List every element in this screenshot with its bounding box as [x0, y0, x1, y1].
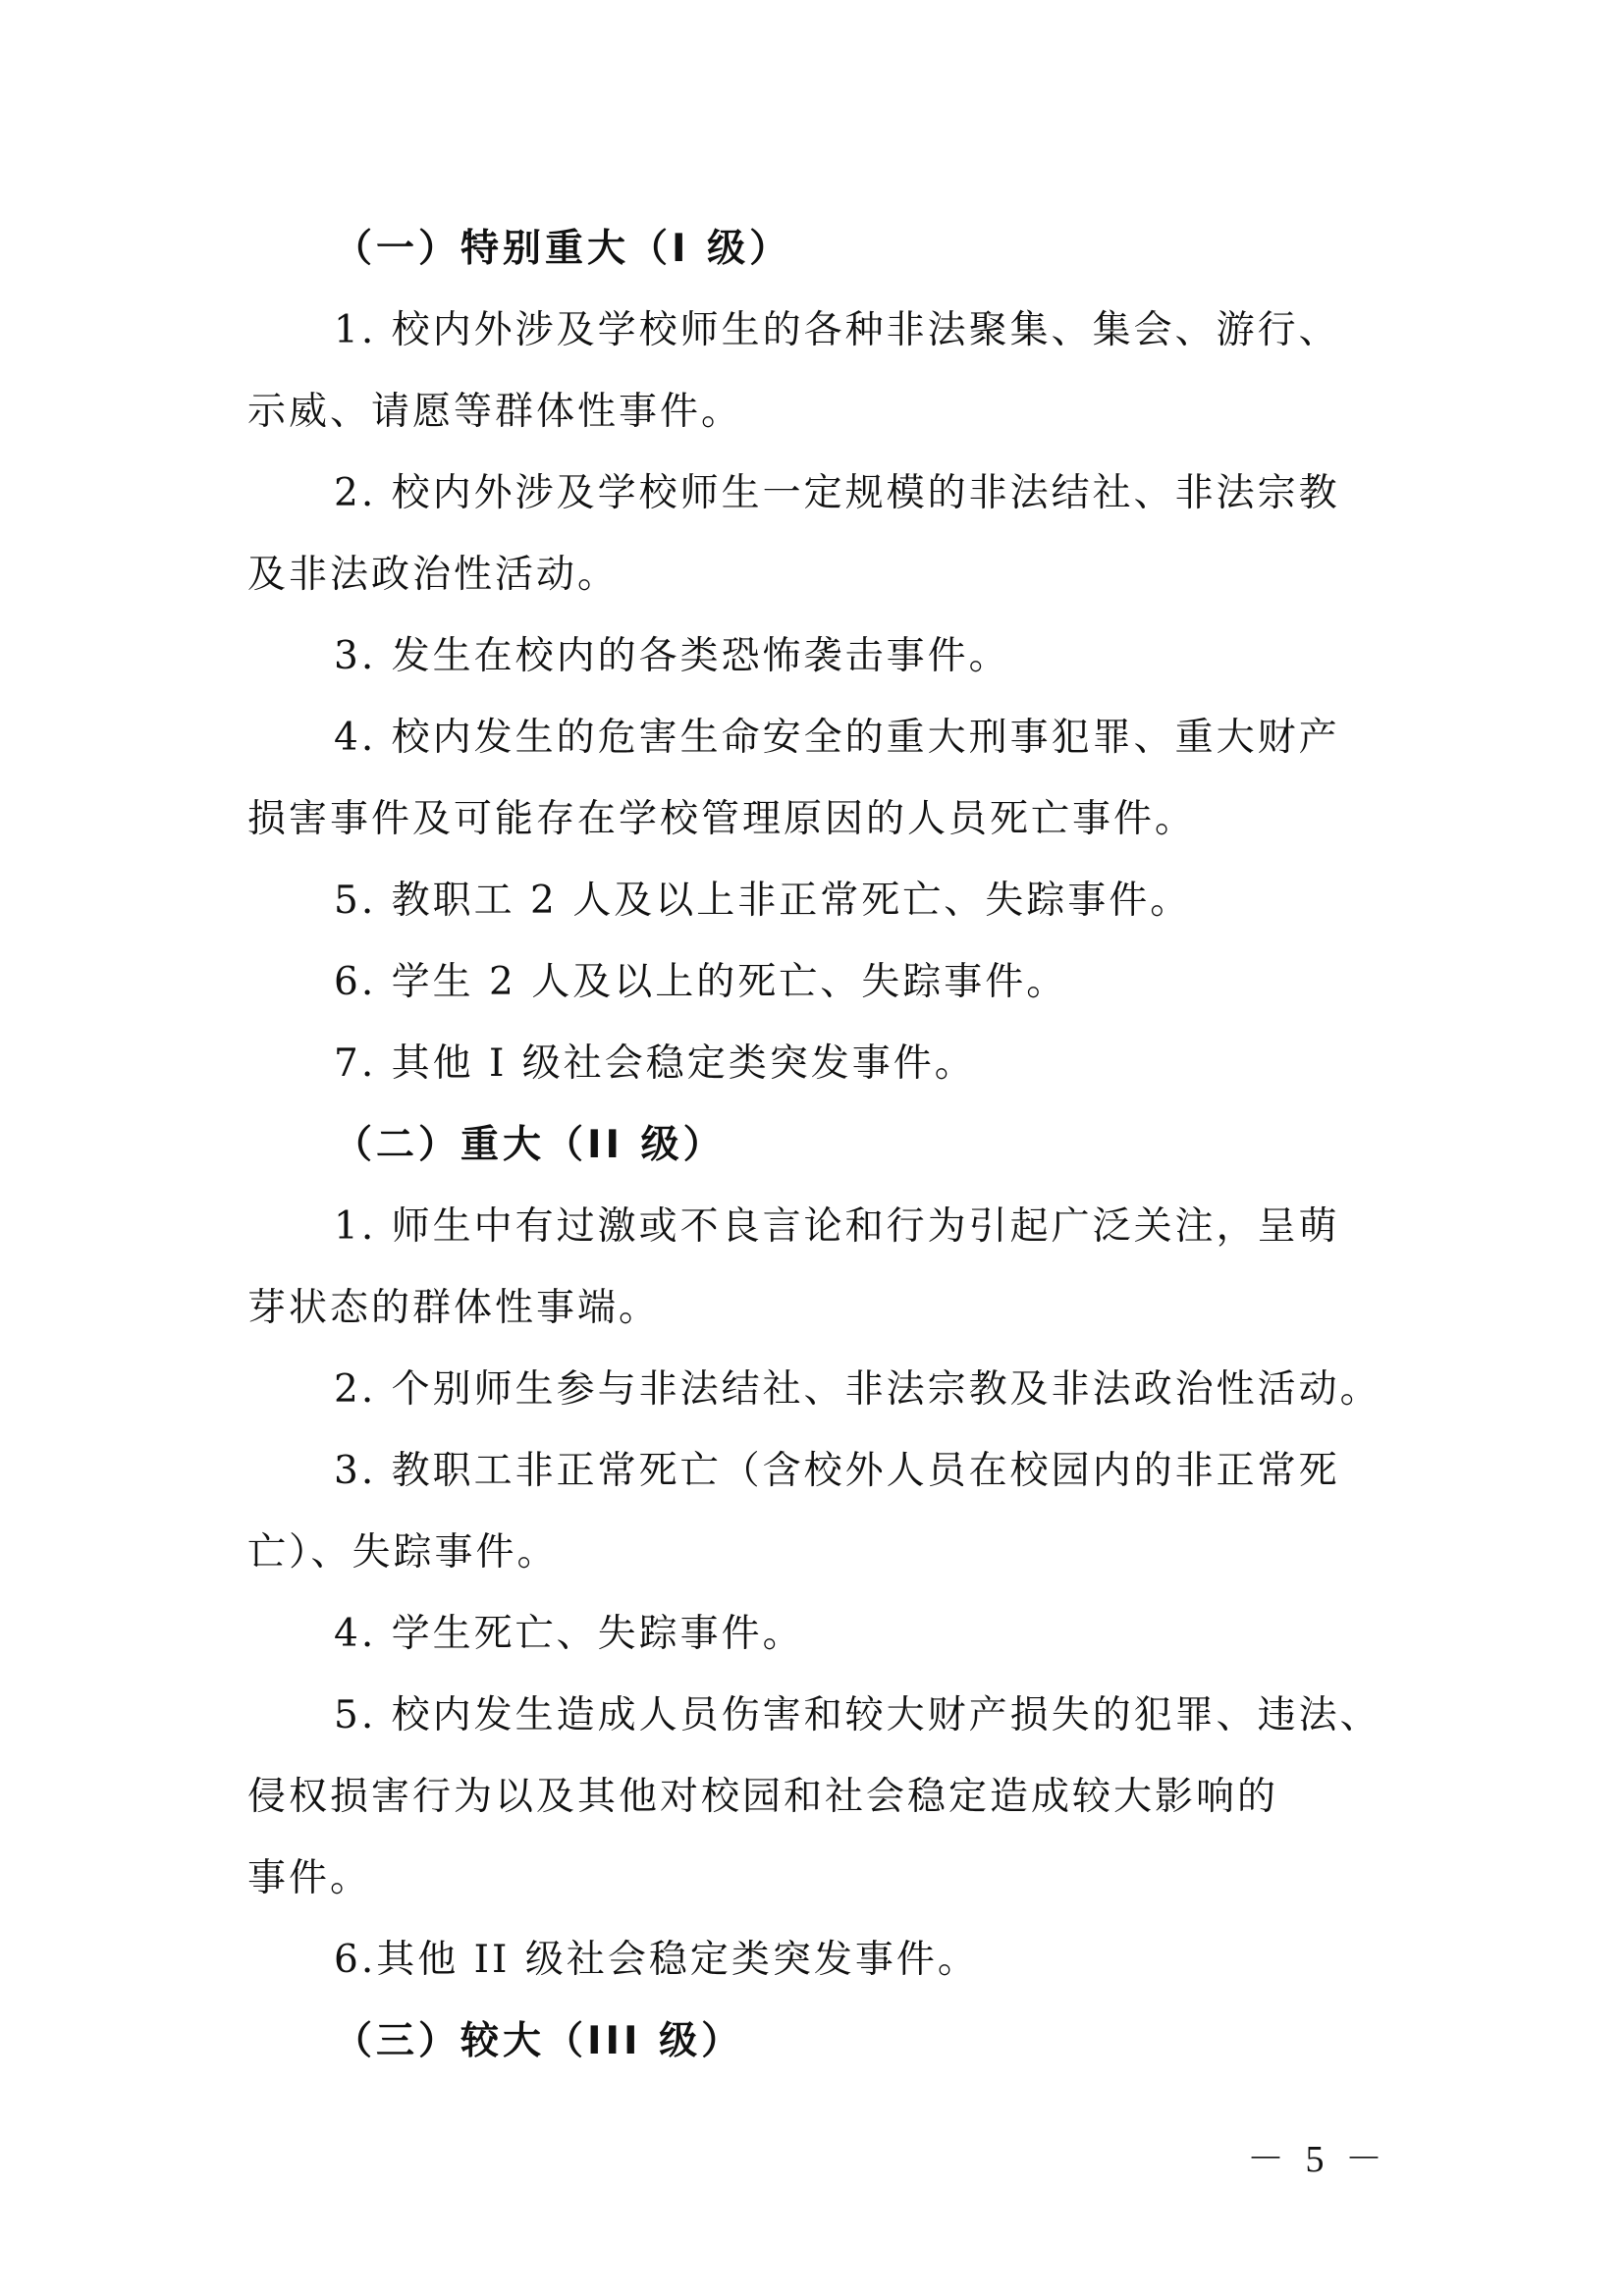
item-text-line: 3. 教职工非正常死亡（含校外人员在校园内的非正常死 — [334, 1449, 1340, 1493]
item-text-line: 3. 发生在校内的各类恐怖袭击事件。 — [334, 634, 1010, 678]
list-item — [247, 697, 1386, 860]
list-item — [247, 1675, 1386, 1919]
item-text-line: 示威、请愿等群体性事件。 — [247, 390, 743, 434]
list-item — [247, 615, 1386, 697]
list-item — [247, 1919, 1386, 2001]
item-text-line: 5. 教职工 2 人及以上非正常死亡、失踪事件。 — [334, 879, 1192, 923]
list-item — [247, 453, 1386, 615]
item-text-line: 及非法政治性活动。 — [247, 553, 620, 597]
item-text-line: 2. 校内外涉及学校师生一定规模的非法结社、非法宗教 — [334, 471, 1340, 515]
item-text-line: 7. 其他 I 级社会稳定类突发事件。 — [334, 1041, 976, 1086]
list-item — [247, 860, 1386, 941]
document-body — [247, 208, 1386, 2082]
list-item — [247, 1593, 1386, 1675]
list-item — [247, 1186, 1386, 1349]
item-text-line: 2. 个别师生参与非法结社、非法宗教及非法政治性活动。 — [334, 1367, 1381, 1412]
item-text-line: 侵权损害行为以及其他对校园和社会稳定造成较大影响的 — [247, 1775, 1279, 1819]
item-text-line: 4. 校内发生的危害生命安全的重大刑事犯罪、重大财产 — [334, 716, 1340, 760]
item-text-line: 1. 师生中有过激或不良言论和行为引起广泛关注，呈萌 — [334, 1204, 1340, 1249]
item-text-line: 5. 校内发生造成人员伤害和较大财产损失的犯罪、违法、 — [334, 1693, 1381, 1737]
section-heading: （三）较大（III 级） — [334, 2019, 744, 2063]
item-text-line: 事件。 — [247, 1856, 372, 1900]
item-text-line: 损害事件及可能存在学校管理原因的人员死亡事件。 — [247, 797, 1197, 841]
item-text-line: 1. 校内外涉及学校师生的各种非法聚集、集会、游行、 — [334, 308, 1340, 352]
list-item — [247, 290, 1386, 453]
item-text-line: 芽状态的群体性事端。 — [247, 1286, 661, 1330]
list-item — [247, 1349, 1386, 1430]
item-text-line: 6.其他 II 级社会稳定类突发事件。 — [334, 1938, 979, 1982]
section-heading: （一）特别重大（I 级） — [334, 227, 792, 271]
item-text-line: 6. 学生 2 人及以上的死亡、失踪事件。 — [334, 960, 1068, 1004]
item-text-line: 4. 学生死亡、失踪事件。 — [334, 1612, 804, 1656]
list-item — [247, 1023, 1386, 1104]
list-item — [247, 941, 1386, 1023]
list-item — [247, 1430, 1386, 1593]
page-number: － 5 － — [1247, 2139, 1389, 2180]
section-heading: （二）重大（II 级） — [334, 1123, 726, 1167]
item-text-line: 亡）、失踪事件。 — [247, 1530, 559, 1575]
